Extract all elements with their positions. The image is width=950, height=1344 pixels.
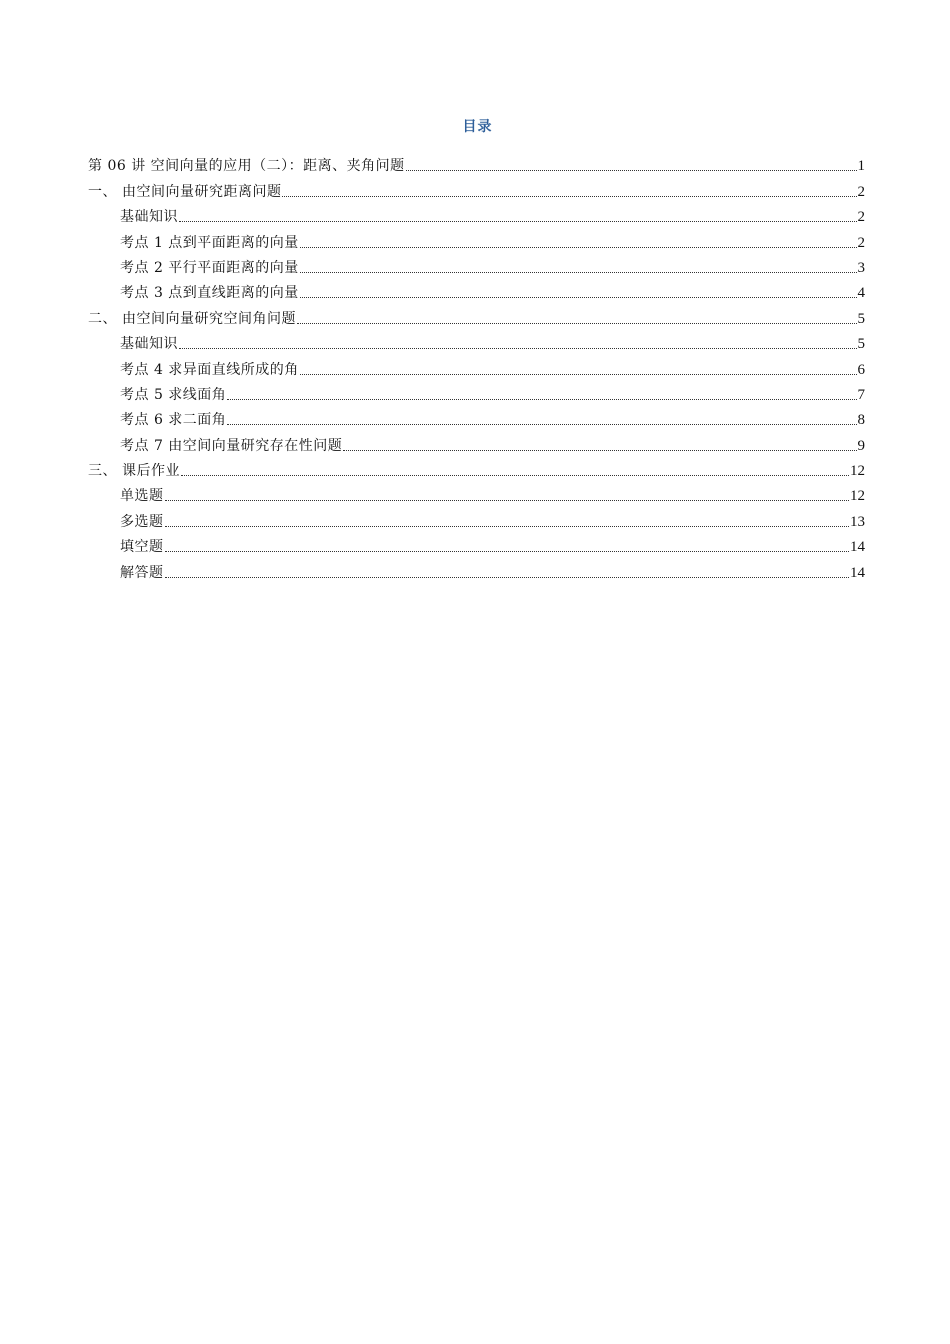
dot-leader bbox=[181, 475, 849, 476]
toc-entry-label: 考点 6 求二面角 bbox=[120, 412, 227, 429]
toc-entry-label: 考点 3 点到直线距离的向量 bbox=[120, 285, 299, 302]
dot-leader bbox=[165, 577, 850, 578]
dot-leader bbox=[406, 170, 857, 171]
toc-entry-label: 基础知识 bbox=[120, 336, 178, 353]
toc-entry-page-number: 9 bbox=[857, 437, 865, 454]
dot-leader bbox=[343, 450, 856, 451]
toc-entry[interactable] bbox=[88, 480, 865, 505]
dot-leader bbox=[300, 297, 857, 298]
toc-entry-page-number: 8 bbox=[857, 412, 865, 429]
toc-entry[interactable] bbox=[88, 531, 865, 556]
toc-entry-label: 二、 由空间向量研究空间角问题 bbox=[88, 310, 296, 327]
dot-leader bbox=[179, 221, 857, 222]
dot-leader bbox=[227, 424, 856, 425]
toc-entry-label: 填空题 bbox=[120, 539, 164, 556]
toc-entry-page-number: 5 bbox=[857, 310, 865, 327]
dot-leader bbox=[300, 272, 857, 273]
toc-entry-label: 基础知识 bbox=[120, 209, 178, 226]
toc-entry-page-number: 14 bbox=[850, 539, 865, 556]
toc-entry-label: 考点 4 求异面直线所成的角 bbox=[120, 361, 299, 378]
dot-leader bbox=[165, 551, 850, 552]
toc-entry-page-number: 5 bbox=[857, 336, 865, 353]
toc-entry[interactable] bbox=[88, 429, 865, 454]
toc-entry[interactable] bbox=[88, 150, 865, 175]
toc-entry[interactable] bbox=[88, 175, 865, 200]
toc-entry[interactable] bbox=[88, 379, 865, 404]
dot-leader bbox=[227, 399, 856, 400]
toc-entry[interactable] bbox=[88, 505, 865, 530]
toc-entry-label: 解答题 bbox=[120, 564, 164, 581]
toc-entry-label: 第 06 讲 空间向量的应用（二）：距离、夹角问题 bbox=[88, 158, 405, 175]
dot-leader bbox=[165, 526, 850, 527]
toc-entry[interactable] bbox=[88, 302, 865, 327]
toc-entry[interactable] bbox=[88, 353, 865, 378]
toc-entry-page-number: 4 bbox=[857, 285, 865, 302]
toc-entry[interactable] bbox=[88, 201, 865, 226]
toc-entry-label: 单选题 bbox=[120, 488, 164, 505]
toc-entry-page-number: 2 bbox=[857, 209, 865, 226]
toc-entry[interactable] bbox=[88, 404, 865, 429]
toc-entry-page-number: 12 bbox=[850, 463, 865, 480]
toc-entry[interactable] bbox=[88, 226, 865, 251]
toc-entry-label: 考点 1 点到平面距离的向量 bbox=[120, 234, 299, 251]
toc-entry-page-number: 7 bbox=[857, 386, 865, 403]
toc-entry-label: 考点 7 由空间向量研究存在性问题 bbox=[120, 437, 343, 454]
toc-entry-label: 三、 课后作业 bbox=[88, 463, 180, 480]
toc-entry-page-number: 14 bbox=[850, 564, 865, 581]
dot-leader bbox=[179, 348, 857, 349]
dot-leader bbox=[282, 196, 856, 197]
toc-entry-label: 一、 由空间向量研究距离问题 bbox=[88, 183, 282, 200]
toc-entry-label: 多选题 bbox=[120, 513, 164, 530]
toc-entry[interactable] bbox=[88, 455, 865, 480]
toc-entry-page-number: 13 bbox=[850, 513, 865, 530]
toc-entry-page-number: 12 bbox=[850, 488, 865, 505]
toc-entry[interactable] bbox=[88, 252, 865, 277]
dot-leader bbox=[165, 500, 850, 501]
dot-leader bbox=[297, 323, 857, 324]
toc-entry[interactable] bbox=[88, 556, 865, 581]
toc-entry-page-number: 2 bbox=[857, 234, 865, 251]
dot-leader bbox=[300, 374, 857, 375]
toc-entry[interactable] bbox=[88, 277, 865, 302]
toc-title: 目录 bbox=[462, 119, 493, 135]
toc-entry-page-number: 6 bbox=[857, 361, 865, 378]
toc-entry-label: 考点 2 平行平面距离的向量 bbox=[120, 259, 299, 276]
toc-entry-label: 考点 5 求线面角 bbox=[120, 386, 227, 403]
toc-entry[interactable] bbox=[88, 328, 865, 353]
toc-entry-page-number: 1 bbox=[857, 158, 865, 175]
toc-list bbox=[88, 150, 865, 582]
toc-entry-page-number: 3 bbox=[857, 259, 865, 276]
dot-leader bbox=[300, 247, 857, 248]
toc-entry-page-number: 2 bbox=[857, 183, 865, 200]
